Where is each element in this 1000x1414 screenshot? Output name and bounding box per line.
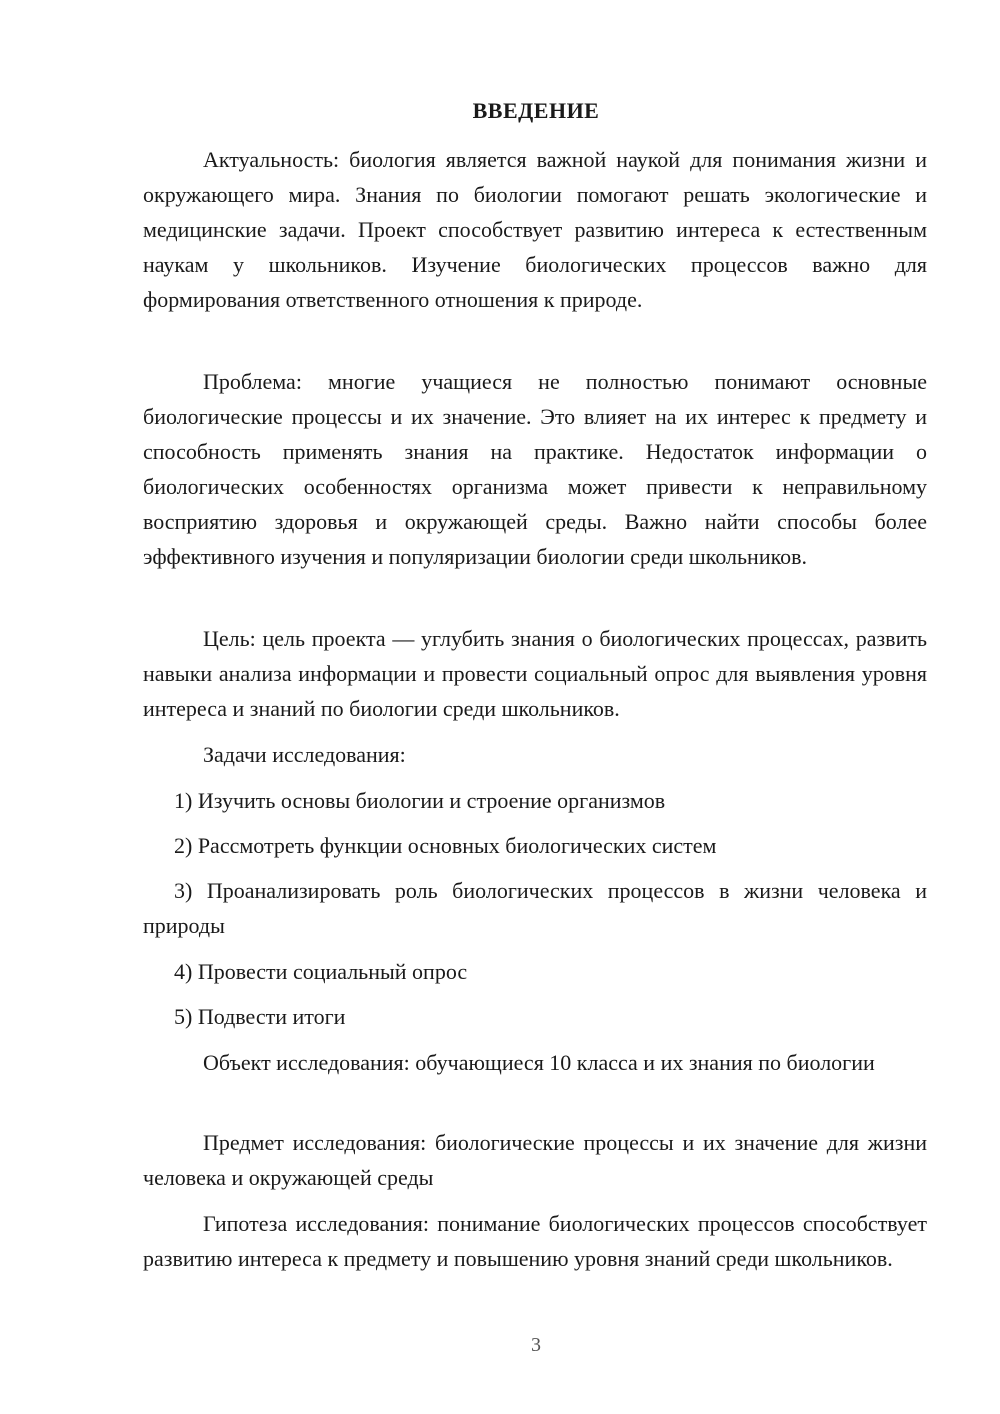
paragraph-subject: Предмет исследования: биологические процессы и их значение для жизни человека и окружающей среды [143, 1130, 927, 1190]
page-title: ВВЕДЕНИЕ [472, 98, 600, 123]
list-item: 5) Подвести итоги [174, 1004, 346, 1029]
list-item: 4) Провести социальный опрос [174, 959, 468, 984]
paragraph-hypothesis: Гипотеза исследования: понимание биологических процессов способствует развитию интереса к предмету и повышению уровня знаний среди школьников. [143, 1211, 927, 1271]
paragraph-goal: Цель: цель проекта — углубить знания о биологических процессах, развить навыки анализа информации и провести социальный опрос для выявления уровня интереса и знаний по биологии среди школьников. [143, 626, 927, 721]
tasks-heading: Задачи исследования: [203, 742, 406, 767]
list-item: 1) Изучить основы биологии и строение организмов [174, 788, 666, 813]
list-item: 3) Проанализировать роль биологических процессов в жизни человека и природы [143, 878, 927, 938]
paragraph-problem: Проблема: многие учащиеся не полностью понимают основные биологические процессы и их значение. Это влияет на их интерес к предмету и способность применять знания на практике. Недостаток информации о биологических особенностях организма может привести к неправильному восприятию здоровья и окружающей среды. Важно найти способы более эффективного изучения и популяризации биологии среди школьников. [143, 369, 927, 569]
list-item: 2) Рассмотреть функции основных биологических систем [174, 833, 717, 858]
paragraph-object: Объект исследования: обучающиеся 10 класса и их знания по биологии [203, 1050, 875, 1075]
page-number: 3 [531, 1334, 541, 1356]
paragraph-relevance: Актуальность: биология является важной наукой для понимания жизни и окружающего мира. Знания по биологии помогают решать экологические и медицинские задачи. Проект способствует развитию интереса к естественным наукам у школьников. Изучение биологических процессов важно для формирования ответственного отношения к природе. [143, 147, 927, 312]
